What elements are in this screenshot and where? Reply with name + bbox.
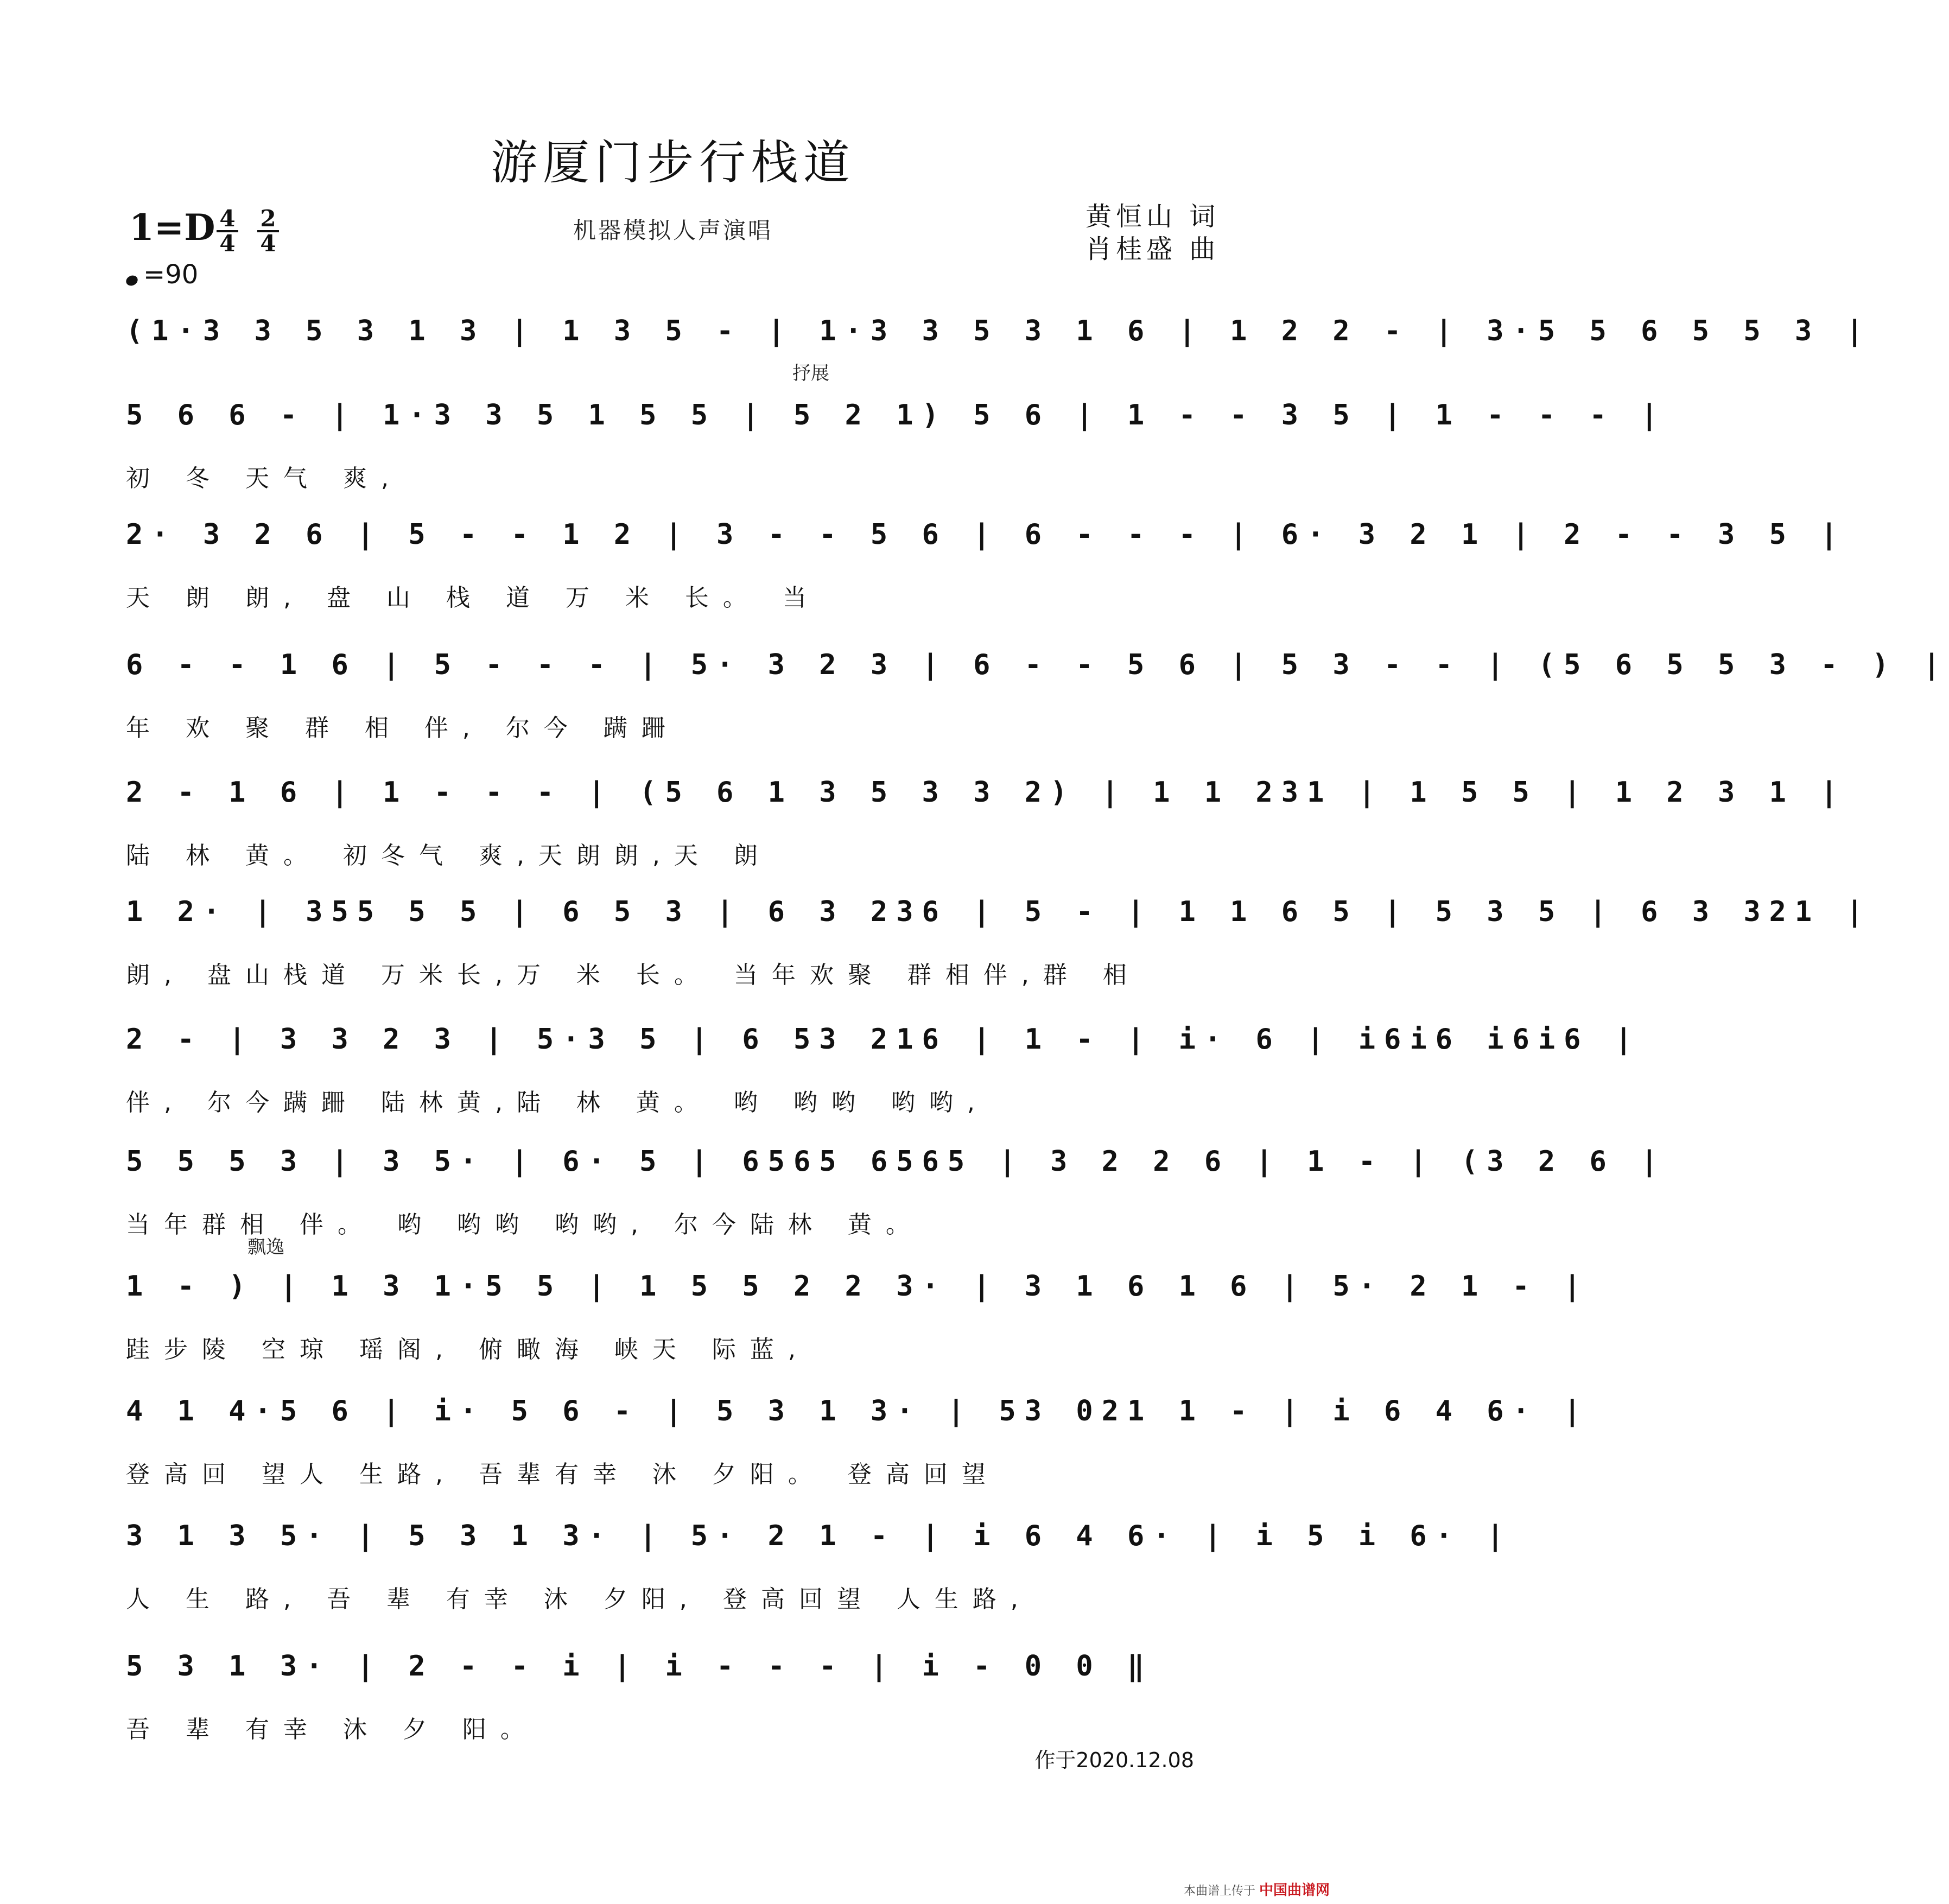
site-watermark <box>1184 1879 1330 1899</box>
notation-line: 4 1 4·5 6 | i· 5 6 - | 5 3 1 3· | 53 021 1 - | i 6 4 6· | <box>126 1395 1590 1427</box>
lyric-line: 朗, 盘山栈道 万米长,万 米 长。 当年欢聚 群相伴,群 相 <box>126 961 1141 989</box>
composer-credit: 肖桂盛 曲 <box>1085 234 1220 264</box>
lyric-line: 年 欢 聚 群 相 伴, 尔今 蹒跚 <box>126 714 680 742</box>
composition-date: 作于2020.12.08 <box>1034 1748 1194 1772</box>
lyricist-credit: 黄恒山 词 <box>1085 201 1220 232</box>
lyric-line: 初 冬 天气 爽, <box>126 465 403 492</box>
notation-line: 6 - - 1 6 | 5 - - - | 5· 3 2 3 | 6 - - 5 6 | 5 3 - - | (5 6 5 5 3 - ) | <box>126 649 1949 681</box>
ts-bottom: 4 <box>260 230 276 257</box>
lyric-line: 当年群相 伴。 哟 哟哟 哟哟, 尔今陆林 黄。 <box>126 1211 924 1239</box>
key-signature: 1=D <box>129 206 215 249</box>
notation-line: 2 - 1 6 | 1 - - - | (5 6 1 3 5 3 3 2) | 1 1 231 | 1 5 5 | 1 2 3 1 | <box>126 776 1846 809</box>
ts-top: 2 <box>260 205 276 232</box>
notation-line: 3 1 3 5· | 5 3 1 3· | 5· 2 1 - | i 6 4 6· | i 5 i 6· | <box>126 1520 1513 1552</box>
lyric-line: 吾 辈 有幸 沐 夕 阳。 <box>126 1716 538 1743</box>
expression-mark: 飘逸 <box>247 1236 284 1258</box>
lyric-line: 伴, 尔今蹒跚 陆林黄,陆 林 黄。 哟 哟哟 哟哟, <box>126 1089 989 1116</box>
notation-line: 1 - ) | 1 3 1·5 5 | 1 5 5 2 2 3· | 3 1 6 1 6 | 5· 2 1 - | <box>126 1270 1590 1303</box>
notation-line: 2· 3 2 6 | 5 - - 1 2 | 3 - - 5 6 | 6 - - - | 6· 3 2 1 | 2 - - 3 5 | <box>126 518 1846 551</box>
quarter-note-icon <box>124 274 139 288</box>
notation-line: 1 2· | 355 5 5 | 6 5 3 | 6 3 236 | 5 - | 1 1 6 5 | 5 3 5 | 6 3 321 | <box>126 896 1872 928</box>
expression-mark: 抒展 <box>792 363 829 384</box>
page-title: 游厦门步行栈道 <box>491 136 855 190</box>
notation-line: 5 3 1 3· | 2 - - i | i - - - | i - 0 0 ‖ <box>126 1650 1153 1683</box>
lyric-line: 人 生 路, 吾 辈 有幸 沐 夕阳, 登高回望 人生路, <box>126 1585 1032 1613</box>
notation-line: (1·3 3 5 3 1 3 | 1 3 5 - | 1·3 3 5 3 1 6 | 1 2 2 - | 3·5 5 6 5 5 3 | <box>126 315 1872 347</box>
tempo-marking <box>126 259 198 290</box>
lyric-line: 陆 林 黄。 初冬气 爽,天朗朗,天 朗 <box>126 842 772 870</box>
watermark-prefix: 本曲谱上传于 <box>1183 1884 1255 1898</box>
lyric-line: 登高回 望人 生路, 吾辈有幸 沐 夕阳。 登高回望 <box>126 1461 1000 1488</box>
notation-line: 5 5 5 3 | 3 5· | 6· 5 | 6565 6565 | 3 2 2 6 | 1 - | (3 2 6 | <box>126 1145 1667 1178</box>
subtitle: 机器模拟人声演唱 <box>573 217 773 244</box>
lyric-line: 跬步陵 空琼 瑶阁, 俯瞰海 峡天 际蓝, <box>126 1336 810 1363</box>
lyric-line: 天 朗 朗, 盘 山 栈 道 万 米 长。 当 <box>126 584 821 612</box>
notation-line: 5 6 6 - | 1·3 3 5 1 5 5 | 5 2 1) 5 6 | 1 - - 3 5 | 1 - - - | <box>126 399 1667 431</box>
watermark-site-logo: 中国曲谱网 <box>1259 1882 1330 1899</box>
ts-top: 4 <box>219 205 236 232</box>
notation-line: 2 - | 3 3 2 3 | 5·3 5 | 6 53 216 | 1 - | i· 6 | i6i6 i6i6 | <box>126 1023 1641 1056</box>
tempo-value: =90 <box>143 259 199 290</box>
ts-bottom: 4 <box>219 230 236 257</box>
